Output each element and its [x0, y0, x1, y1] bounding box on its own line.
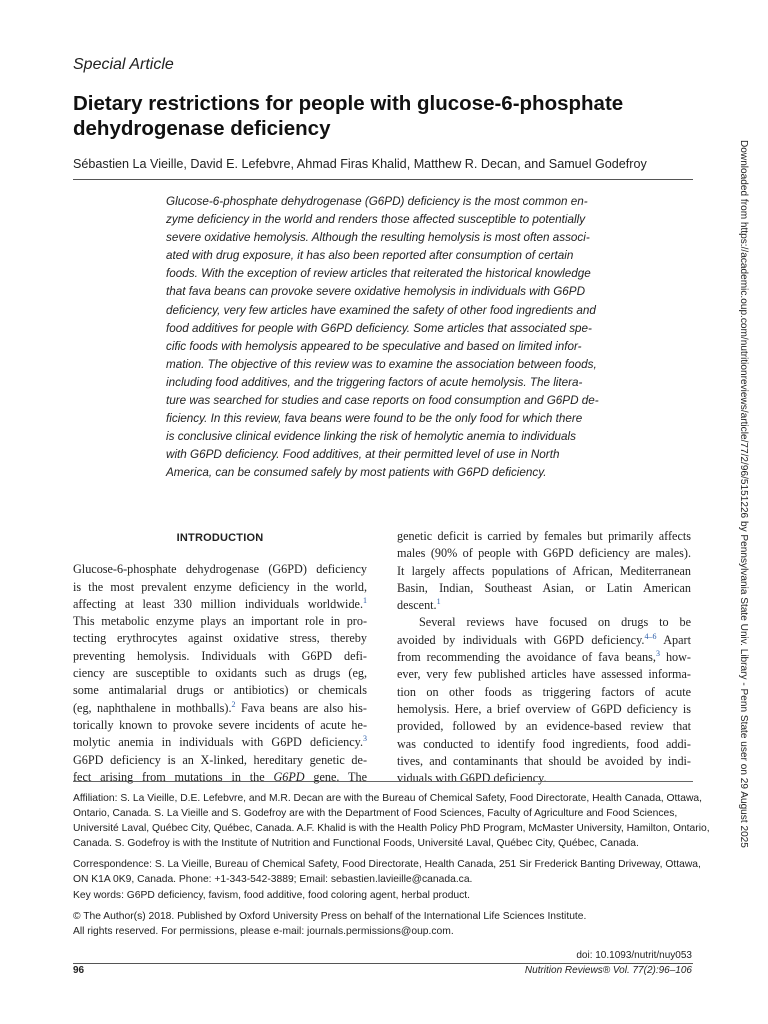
- title-divider: [73, 179, 693, 180]
- footnote-divider: [73, 781, 693, 782]
- body-line: [397, 580, 691, 597]
- body-line: [73, 752, 367, 769]
- body-line: [397, 597, 691, 614]
- title-line: dehydrogenase deficiency: [73, 117, 331, 140]
- body-text: preventing hemolysis. Individuals with G6PD defi-: [73, 648, 367, 663]
- body-text: G6PD deficiency is an X-linked, hereditary genetic de-: [73, 752, 367, 767]
- affiliation-line: Ontario, Canada. S. La Vieille and S. Godefroy are with the Department of Food Sciences, Faculty of Agriculture and Food Sciences,: [73, 808, 678, 820]
- download-watermark: [736, 140, 750, 880]
- abstract-line: ficiency. In this review, fava beans were found to be the only food for which there: [166, 412, 583, 426]
- article-notes: [73, 791, 710, 939]
- body-text: hemolysis. Here, a brief overview of G6PD deficiency is: [397, 701, 691, 716]
- abstract-line: Glucose-6-phosphate dehydrogenase (G6PD) deficiency is the most common en-: [166, 195, 588, 208]
- article-title: [73, 91, 673, 141]
- body-text: molytic anemia in individuals with G6PD deficiency.: [73, 735, 363, 750]
- body-line: [397, 718, 691, 735]
- body-text: Apart: [656, 632, 691, 647]
- body-text: Glucose-6-phosphate dehydrogenase (G6PD) deficiency: [73, 562, 367, 577]
- body-line: [73, 769, 367, 786]
- right-column: [397, 528, 691, 787]
- section-label: Special Article: [73, 56, 174, 73]
- body-text: provided, followed by an evidence-based review that: [397, 719, 691, 734]
- body-line: [73, 700, 367, 717]
- abstract-line: cific foods with hemolysis appeared to be speculative and based on limited infor-: [166, 339, 582, 353]
- body-text: Basin, Indian, Southeast Asian, or Latin American: [397, 580, 691, 595]
- body-text: Fava beans are also his-: [235, 700, 367, 715]
- body-line: [73, 613, 367, 630]
- body-text: It largely affects populations of African, Mediterranean: [397, 563, 691, 578]
- body-text: is the most prevalent enzyme deficiency in the world,: [73, 579, 367, 594]
- gene-name: G6PD: [273, 769, 305, 784]
- body-line: [73, 579, 367, 596]
- body-line: [397, 736, 691, 753]
- body-line: [397, 701, 691, 718]
- body-text: was conducted to identify food ingredients, food addi-: [397, 736, 691, 751]
- abstract-line: food additives for people with G6PD deficiency. Some articles that associated spe-: [166, 321, 592, 335]
- body-text: viduals with G6PD deficiency.: [397, 771, 547, 786]
- citation-ref: 3: [655, 649, 660, 659]
- abstract-line: ture was searched for studies and case reports on food consumption and G6PD de-: [166, 394, 599, 408]
- citation-ref: 3: [363, 734, 367, 744]
- citation-ref: 4–6: [644, 631, 657, 641]
- body-line: [397, 649, 691, 666]
- body-text: ciency are susceptible to oxidants such as drugs (eg,: [73, 666, 367, 681]
- abstract-line: zyme deficiency in the world and renders those affected susceptible to potentially: [166, 213, 586, 227]
- body-text: (eg, naphthalene in mothballs).: [73, 700, 232, 715]
- citation-ref: 1: [436, 597, 441, 607]
- body-line: [73, 630, 367, 647]
- body-line: [397, 632, 691, 649]
- body-text: tives, and contaminants that should be avoided by indi-: [397, 753, 691, 768]
- body-line: [73, 682, 367, 699]
- body-text: affecting at least 330 million individuals worldwide.: [73, 596, 363, 611]
- body-text: descent.: [397, 598, 437, 613]
- body-line: [397, 684, 691, 701]
- title-line: Dietary restrictions for people with glucose-6-phosphate: [73, 92, 624, 115]
- body-text: This metabolic enzyme plays an important role in pro-: [73, 614, 367, 629]
- body-line: [397, 528, 691, 545]
- abstract: [166, 193, 598, 483]
- download-note: Downloaded from https://academic.oup.com/nutritionreviews/article/77/2/96/5151226 by Pennsylvania State Univ. Library - Penn State user on 29 August 2025: [738, 140, 749, 848]
- abstract-line: that fava beans can provoke severe oxidative hemolysis in individuals with G6PD: [166, 285, 586, 299]
- abstract-line: foods. With the exception of review articles that reiterated the historical knowledge: [166, 267, 591, 281]
- copyright-line: © The Author(s) 2018. Published by Oxford University Press on behalf of the International Life Sciences Institute.: [73, 910, 587, 922]
- copyright-line: All rights reserved. For permissions, please e-mail: journals.permissions@oup.com.: [73, 925, 454, 937]
- body-text: males (90% of people with G6PD deficiency are males).: [397, 546, 691, 561]
- body-text: gene. The: [304, 769, 367, 784]
- correspondence-line: Correspondence: S. La Vieille, Bureau of Chemical Safety, Food Directorate, Health Canada, 251 Sir Frederick Banting Driveway, Ottawa,: [73, 859, 701, 871]
- body-line: [73, 734, 367, 751]
- introduction-heading: INTRODUCTION: [176, 532, 264, 544]
- body-line: [397, 563, 691, 580]
- body-text: Several reviews have focused on drugs to be: [419, 615, 691, 630]
- citation-ref: 1: [363, 595, 367, 605]
- left-column: [73, 530, 367, 786]
- body-text: ever, very few published articles have assessed informa-: [397, 667, 691, 682]
- doi: doi: 10.1093/nutrit/nuy053: [576, 950, 692, 961]
- abstract-line: ated with drug exposure, it has also been reported after consumption of certain: [166, 249, 574, 263]
- body-line: [397, 666, 691, 683]
- body-text: genetic deficit is carried by females but primarily affects: [397, 529, 691, 543]
- abstract-line: deficiency, very few articles have examined the safety of other food ingredients and: [166, 303, 596, 317]
- body-text: fect arising from mutations in the: [73, 769, 274, 784]
- body-line: [397, 614, 691, 631]
- citation-ref: 2: [231, 699, 236, 709]
- body-line: [73, 561, 367, 578]
- body-text: how-: [659, 650, 691, 665]
- affiliation-line: Affiliation: S. La Vieille, D.E. Lefebvre, and M.R. Decan are with the Bureau of Chemical Safety, Food Directorate, Health Canada, Ottawa,: [73, 793, 703, 804]
- abstract-line: mation. The objective of this review was to examine the association between foods,: [166, 357, 597, 371]
- abstract-line: including food additives, and the triggering factors of acute hemolysis. The litera-: [166, 375, 583, 389]
- body-text: some antimalarial drugs or antibiotics) or chemicals: [73, 683, 367, 698]
- body-text: from recommending the avoidance of fava beans,: [397, 650, 656, 665]
- body-line: [73, 648, 367, 665]
- footer-divider: [73, 963, 693, 964]
- affiliation-line: Université Laval, Québec City, Québec, Canada. A.F. Khalid is with the Health Policy PhD Program, McMaster University, Hamilton, Ontario,: [73, 823, 710, 835]
- abstract-line: America, can be consumed safely by most patients with G6PD deficiency.: [166, 466, 547, 480]
- body-text: avoided by individuals with G6PD deficiency.: [397, 632, 645, 647]
- abstract-line: severe oxidative hemolysis. Although the resulting hemolysis is most often associ-: [166, 231, 590, 245]
- affiliation-line: Canada. S. Godefroy is with the Institute of Nutrition and Functional Foods, Université Laval, Québec City, Québec, Canada.: [73, 838, 639, 850]
- body-text: tion on other foods as triggering factors of acute: [397, 684, 691, 699]
- keywords-line: Key words: G6PD deficiency, favism, food additive, food coloring agent, herbal product.: [73, 889, 471, 901]
- journal-citation: Nutrition Reviews® Vol. 77(2):96–106: [524, 965, 692, 976]
- body-text: tecting erythrocytes against oxidative stress, thereby: [73, 631, 367, 646]
- author-list: Sébastien La Vieille, David E. Lefebvre, Ahmad Firas Khalid, Matthew R. Decan, and Samuel Godefroy: [73, 157, 647, 171]
- body-line: [397, 770, 691, 787]
- body-line: [73, 596, 367, 613]
- body-text: torically known to provoke severe incidents of acute he-: [73, 717, 367, 732]
- abstract-line: is conclusive clinical evidence linking the risk of hemolytic anemia to individuals: [166, 430, 576, 444]
- body-line: [397, 545, 691, 562]
- body-line: [73, 665, 367, 682]
- abstract-line: with G6PD deficiency. Food additives, at their permitted level of use in North: [166, 448, 560, 462]
- page-number: 96: [73, 965, 85, 976]
- body-line: [73, 717, 367, 734]
- correspondence-line: ON K1A 0K9, Canada. Phone: +1-343-542-3889; Email: sebastien.lavieille@canada.ca.: [73, 874, 473, 886]
- body-line: [397, 753, 691, 770]
